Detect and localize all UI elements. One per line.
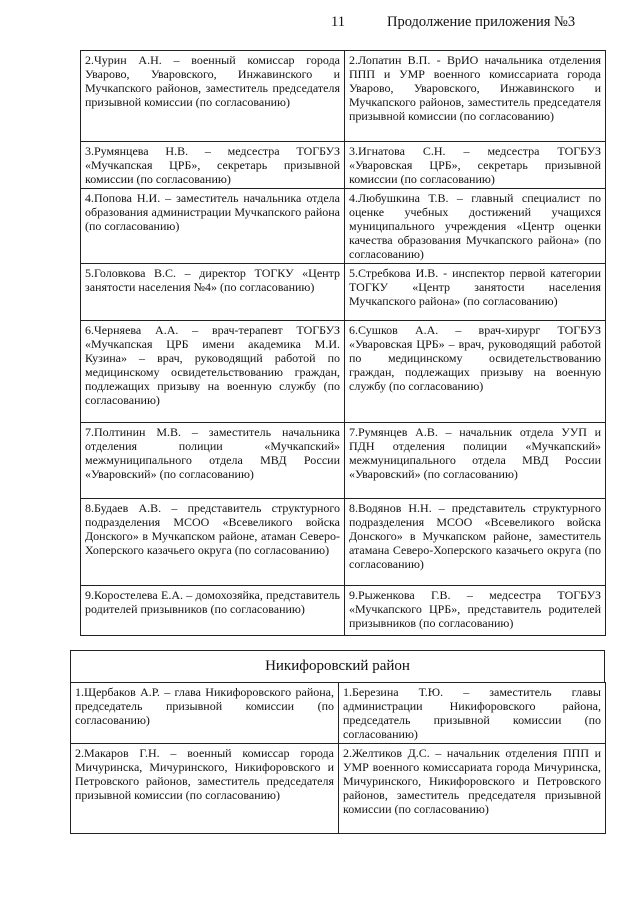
- district-title: Никифоровский район: [265, 658, 410, 674]
- table-row: [81, 51, 606, 142]
- commission-table-nikiforovsky: [70, 682, 606, 834]
- table-cell-left: 1.Щербаков А.Р. – глава Никифоровского района, председатель призывной комиссии (по согласованию): [71, 683, 339, 744]
- table-cell-left: 7.Полтинин М.В. – заместитель начальника отделения полиции «Мучкапский» межмуниципального отдела МВД России «Уваровский» (по согласованию): [81, 423, 345, 499]
- table-cell-right: 2.Лопатин В.П. - ВрИО начальника отделения ППП и УМР военного комиссариата города Уварово, Уваровского, Инжавинского и Мучкапского районов, заместитель председателя призывной комиссии (по согласованию): [345, 51, 606, 142]
- table-row: [81, 142, 606, 189]
- table-row: [81, 586, 606, 636]
- table-cell-left: 9.Коростелева Е.А. – домохозяйка, представитель родителей призывников (по согласованию): [81, 586, 345, 636]
- table-row: [71, 683, 606, 744]
- table-row: [81, 423, 606, 499]
- table-cell-left: 2.Чурин А.Н. – военный комиссар города Уварово, Уваровского, Инжавинского и Мучкапского районов, заместитель председателя призывной комиссии (по согласованию): [81, 51, 345, 142]
- table-row: [71, 744, 606, 834]
- table-row: [81, 499, 606, 586]
- page-number: 11: [331, 14, 345, 30]
- commission-table-mucкap: [80, 50, 606, 636]
- table-cell-right: 8.Водянов Н.Н. – представитель структурного подразделения МСОО «Всевеликого войска Донского» в Мучкапском районе, заместитель атамана Северо-Хоперского казачьего округа (по согласованию): [345, 499, 606, 586]
- table-cell-left: 3.Румянцева Н.В. – медсестра ТОГБУЗ «Мучкапская ЦРБ», секретарь призывной комиссии (по согласованию): [81, 142, 345, 189]
- table-cell-left: 6.Черняева А.А. – врач-терапевт ТОГБУЗ «Мучкапская ЦРБ имени академика М.И. Кузина» – врач, руководящий работой по медицинскому освидетельствованию граждан, подлежащих призыву на военную службу (по согласованию): [81, 321, 345, 423]
- page-header: [0, 14, 640, 38]
- annex-label: Продолжение приложения №3: [387, 14, 576, 30]
- table-cell-right: 2.Желтиков Д.С. – начальник отделения ППП и УМР военного комиссариата города Мичуринска, Мичуринского, Никифоровского и Петровского районов, заместитель председателя призывной комиссии (по согласованию): [339, 744, 606, 834]
- table-cell-right: 9.Рыженкова Г.В. – медсестра ТОГБУЗ «Мучкапского ЦРБ», представитель родителей призывников (по согласованию): [345, 586, 606, 636]
- table-cell-right: 4.Любушкина Т.В. – главный специалист по оценке учебных достижений учащихся муниципального учреждения «Центр оценки качества образования Мучкапского района» (по согласованию): [345, 189, 606, 264]
- table-row: [81, 264, 606, 321]
- table-cell-right: 3.Игнатова С.Н. – медсестра ТОГБУЗ «Уваровская ЦРБ», секретарь призывной комиссии (по согласованию): [345, 142, 606, 189]
- table-cell-right: 6.Сушков А.А. – врач-хирург ТОГБУЗ «Уваровская ЦРБ» – врач, руководящий работой по медицинскому освидетельствованию граждан, подлежащих призыву на военную службу (по согласованию): [345, 321, 606, 423]
- table-cell-left: 8.Будаев А.В. – представитель структурного подразделения МСОО «Всевеликого войска Донского» в Мучкапском районе, атаман Северо-Хоперского казачьего округа (по согласованию): [81, 499, 345, 586]
- table-cell-right: 1.Березина Т.Ю. – заместитель главы администрации Никифоровского района, председатель призывной комиссии (по согласованию): [339, 683, 606, 744]
- table-cell-right: 7.Румянцев А.В. – начальник отдела УУП и ПДН отделения полиции «Мучкапский» межмуниципального отдела МВД России «Уваровский» (по согласованию): [345, 423, 606, 499]
- table-row: [81, 189, 606, 264]
- table-cell-left: 5.Головкова В.С. – директор ТОГКУ «Центр занятости населения №4» (по согласованию): [81, 264, 345, 321]
- table-cell-right: 5.Стребкова И.В. - инспектор первой категории ТОГКУ «Центр занятости населения Мучкапского района» (по согласованию): [345, 264, 606, 321]
- table-cell-left: 2.Макаров Г.Н. – военный комиссар города Мичуринска, Мичуринского, Никифоровского и Петровского районов, заместитель председателя призывной комиссии (по согласованию): [71, 744, 339, 834]
- table-row: [81, 321, 606, 423]
- table-cell-left: 4.Попова Н.И. – заместитель начальника отдела образования администрации Мучкапского района (по согласованию): [81, 189, 345, 264]
- district-heading-box: [70, 650, 605, 682]
